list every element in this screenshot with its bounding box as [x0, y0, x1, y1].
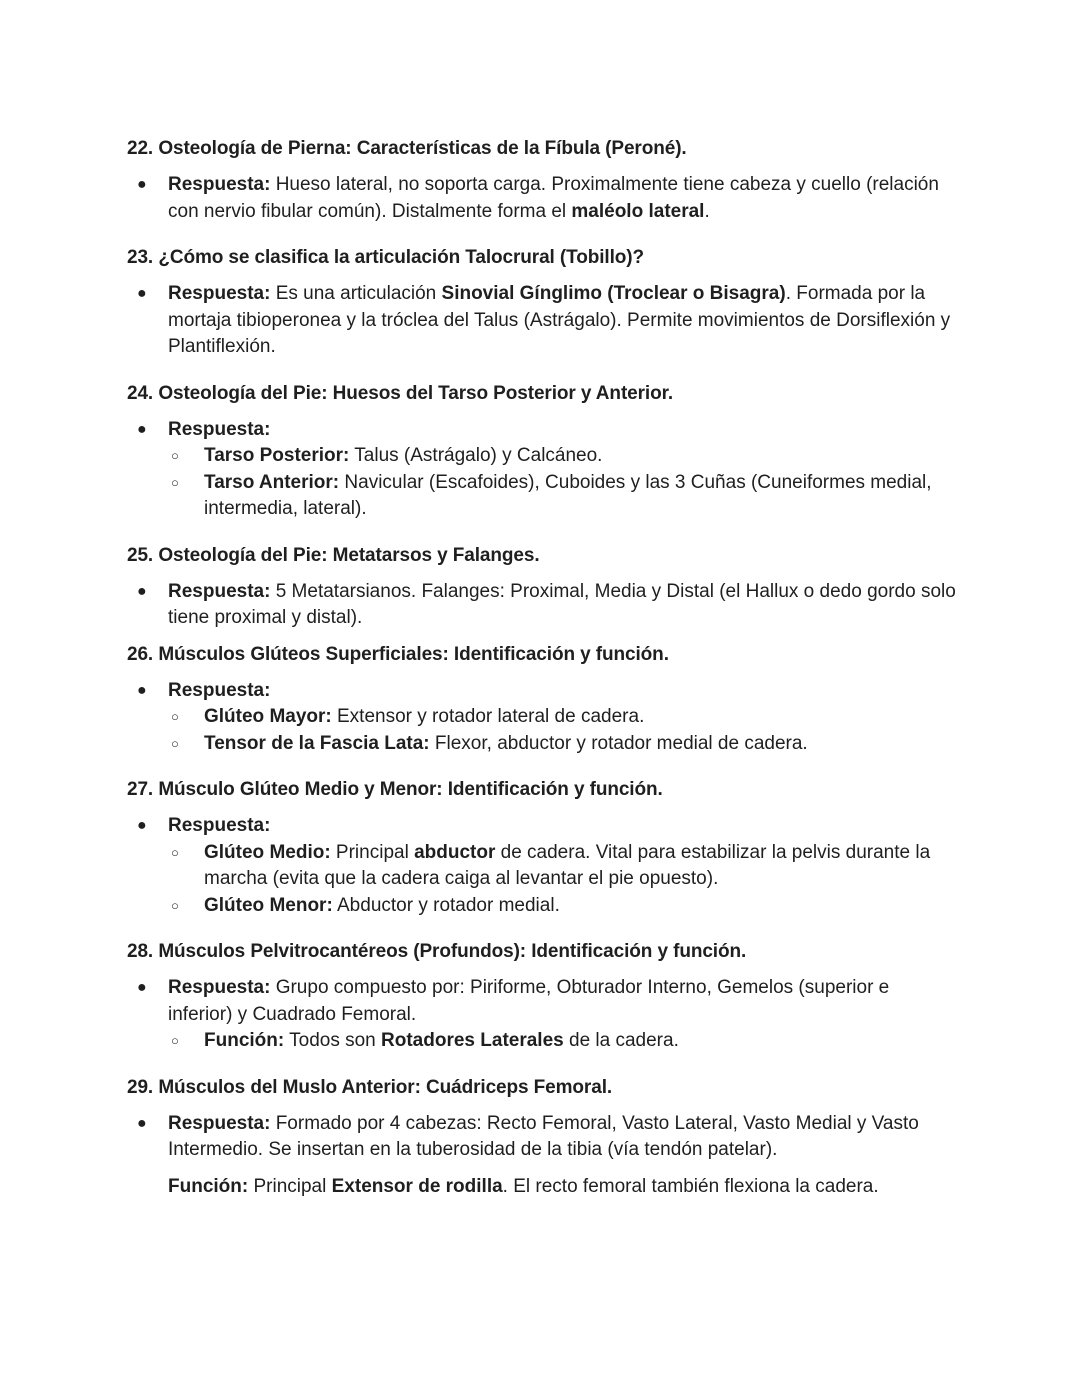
sub-item: ○ Tarso Posterior: Talus (Astrágalo) y Calcáneo.	[127, 443, 957, 470]
sub-item: ○ Tensor de la Fascia Lata: Flexor, abductor y rotador medial de cadera.	[127, 731, 957, 758]
sub-item: ○ Tarso Anterior: Navicular (Escafoides), Cuboides y las 3 Cuñas (Cuneiformes medial, intermedia, lateral).	[171, 471, 932, 519]
sub-item: ○ Glúteo Medio: Principal abductor de cadera. Vital para estabilizar la pelvis durante la marcha (evita que la cadera caiga al levantar el pie opuesto).	[171, 841, 931, 889]
section-26	[127, 642, 957, 758]
circle-bullet-icon: ○	[171, 897, 179, 913]
circle-bullet-icon: ○	[171, 474, 179, 490]
answer-item: ● Respuesta: 5 Metatarsianos. Falanges: Proximal, Media y Distal (el Hallux o dedo gordo solo tiene proximal y distal).	[137, 580, 956, 628]
section-27	[127, 777, 957, 919]
section-24	[127, 381, 957, 523]
bullet-icon: ●	[137, 1114, 147, 1132]
answer-item: ● Respuesta:	[127, 813, 957, 840]
section-28	[127, 939, 957, 1055]
section-29	[127, 1075, 957, 1201]
answer-item: ● Respuesta:	[127, 678, 957, 705]
circle-bullet-icon: ○	[171, 1033, 179, 1048]
question-title: 22. Osteología de Pierna: Características de la Fíbula (Peroné).	[127, 138, 687, 159]
answer-item: ● Respuesta: Formado por 4 cabezas: Recto Femoral, Vasto Lateral, Vasto Medial y Vasto Intermedio. Se insertan en la tuberosidad de la tibia (vía tendón patelar).	[137, 1112, 919, 1160]
section-25	[127, 543, 957, 632]
sub-item: ○ Glúteo Mayor: Extensor y rotador lateral de cadera.	[127, 704, 957, 731]
section-22	[127, 136, 957, 225]
circle-bullet-icon: ○	[171, 735, 179, 751]
circle-bullet-icon: ○	[171, 709, 179, 724]
answer-item: ● Respuesta: Es una articulación Sinovial Gínglimo (Troclear o Bisagra). Formada por la mortaja tibioperonea y la tróclea del Talus (Astrágalo). Permite movimientos de Dorsiflexión y Plantiflexión.	[137, 283, 951, 357]
answer-item: ● Respuesta: Hueso lateral, no soporta carga. Proximalmente tiene cabeza y cuello (relación con nervio fibular común). Distalmente forma el maléolo lateral.	[137, 174, 939, 222]
bullet-icon: ●	[137, 285, 147, 302]
question-title: 25. Osteología del Pie: Metatarsos y Falanges.	[127, 544, 540, 566]
bullet-icon: ●	[137, 582, 147, 600]
answer-item: ● Respuesta: Grupo compuesto por: Piriforme, Obturador Interno, Gemelos (superior e inferior) y Cuadrado Femoral.	[137, 977, 890, 1025]
question-title: 26. Músculos Glúteos Superficiales: Identificación y función.	[127, 643, 669, 665]
answer-continuation: Función: Principal Extensor de rodilla. El recto femoral también flexiona la cadera.	[168, 1175, 879, 1197]
question-title: 28. Músculos Pelvitrocantéreos (Profundos): Identificación y función.	[127, 941, 747, 962]
question-title: 27. Músculo Glúteo Medio y Menor: Identificación y función.	[127, 779, 663, 800]
question-title: 24. Osteología del Pie: Huesos del Tarso Posterior y Anterior.	[127, 382, 674, 404]
circle-bullet-icon: ○	[171, 448, 179, 463]
bullet-icon: ●	[137, 420, 147, 438]
document-page	[127, 136, 957, 1220]
sub-item: ○ Función: Todos son Rotadores Laterales de la cadera.	[127, 1028, 957, 1055]
question-title: 29. Músculos del Muslo Anterior: Cuádriceps Femoral.	[127, 1076, 613, 1098]
bullet-icon: ●	[137, 681, 147, 699]
question-title: 23. ¿Cómo se clasifica la articulación Talocrural (Tobillo)?	[127, 247, 645, 268]
answer-item: ● Respuesta:	[127, 417, 957, 444]
bullet-icon: ●	[137, 176, 147, 193]
section-23	[127, 245, 957, 361]
circle-bullet-icon: ○	[171, 844, 179, 860]
bullet-icon: ●	[137, 817, 147, 834]
sub-item: ○ Glúteo Menor: Abductor y rotador medial.	[127, 893, 957, 920]
bullet-icon: ●	[137, 979, 147, 996]
